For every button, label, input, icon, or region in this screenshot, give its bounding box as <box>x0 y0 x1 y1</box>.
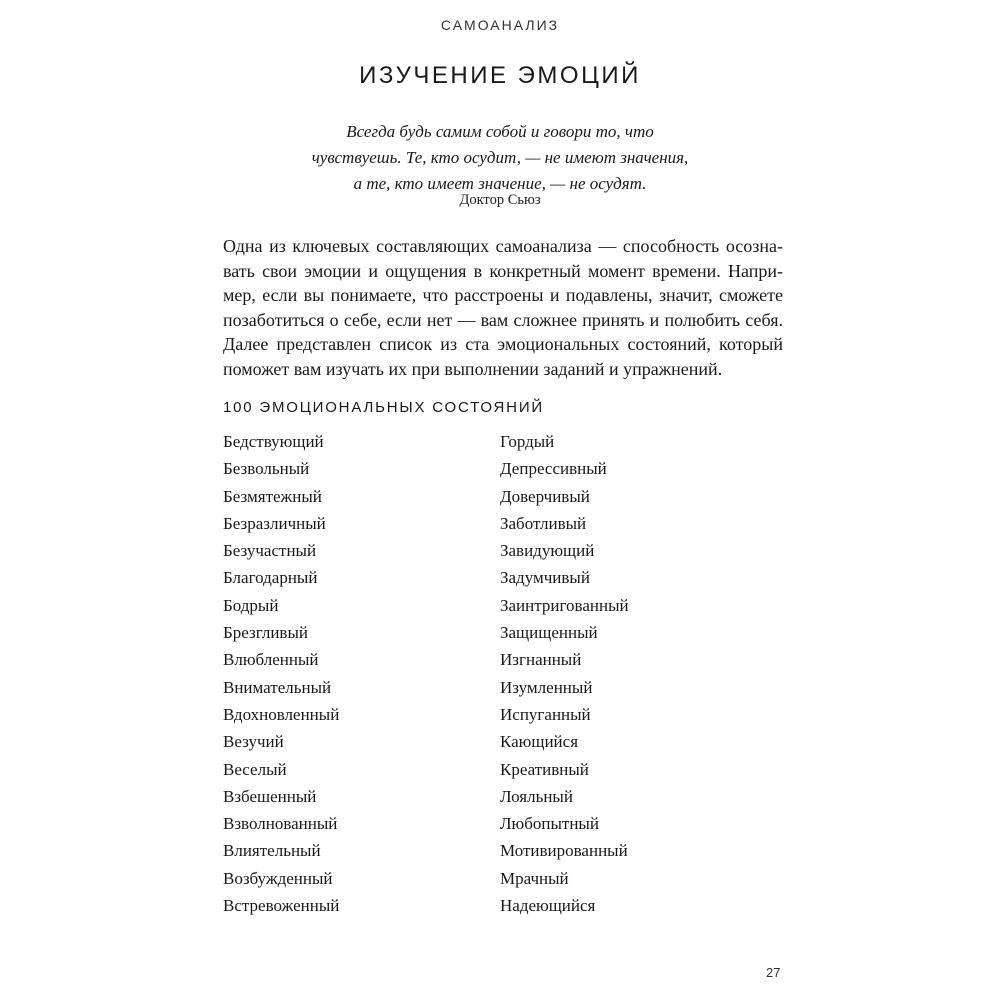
emotion-list-left <box>223 428 339 919</box>
emotion-item: Влиятельный <box>223 841 321 861</box>
epigraph-quote <box>0 119 1000 197</box>
running-head: САМОАНАЛИЗ <box>440 17 560 33</box>
emotion-item: Веселый <box>223 759 287 779</box>
epigraph-line: а те, кто имеет значение, — не осудят. <box>353 174 647 193</box>
emotion-item: Депрессивный <box>500 459 607 479</box>
emotion-item: Лояльный <box>500 786 573 806</box>
emotion-item: Везучий <box>223 732 284 752</box>
epigraph-line: Всегда будь самим собой и говори то, что <box>346 122 654 141</box>
emotion-item: Кающийся <box>500 732 579 752</box>
emotion-item: Безразличный <box>223 513 326 533</box>
emotion-item: Защищенный <box>500 623 598 643</box>
emotion-item: Завидующий <box>500 541 595 561</box>
emotion-item: Гордый <box>500 432 555 451</box>
emotion-item: Изумленный <box>500 677 593 697</box>
paragraph-line: вать свои эмоции и ощущения в конкретный момент времени. Напри- <box>223 260 783 281</box>
emotion-item: Креативный <box>500 759 589 779</box>
emotion-item: Любопытный <box>500 814 599 834</box>
section-heading: 100 ЭМОЦИОНАЛЬНЫХ СОСТОЯНИЙ <box>223 399 544 416</box>
emotion-item: Взбешенный <box>223 786 317 806</box>
emotion-item: Изгнанный <box>500 650 582 670</box>
emotion-item: Бодрый <box>223 595 279 615</box>
paragraph-line: Далее представлен список из ста эмоциональных состояний, который <box>223 334 783 354</box>
emotion-item: Вдохновленный <box>223 704 340 724</box>
emotion-item: Испуганный <box>500 704 591 724</box>
emotion-item: Возбужденный <box>223 868 333 888</box>
emotion-item: Благодарный <box>223 568 318 588</box>
paragraph-line: мер, если вы понимаете, что расстроены и подавлены, значит, сможете <box>223 285 783 305</box>
emotion-item: Безучастный <box>223 541 317 561</box>
epigraph-line: чувствуешь. Те, кто осудит, — не имеют значения, <box>311 148 689 167</box>
paragraph-line: позаботиться о себе, если нет — вам сложнее принять и полюбить себя. <box>223 309 783 330</box>
emotion-item: Заботливый <box>500 513 587 533</box>
page-title: ИЗУЧЕНИЕ ЭМОЦИЙ <box>359 62 641 89</box>
epigraph-author: Доктор Сьюз <box>459 192 541 208</box>
emotion-item: Внимательный <box>223 677 332 697</box>
emotion-item: Встревоженный <box>223 896 340 916</box>
page-number: 27 <box>766 965 781 980</box>
emotion-list-right <box>500 428 629 919</box>
emotion-item: Безмятежный <box>223 486 322 506</box>
emotion-item: Мрачный <box>500 868 569 888</box>
paragraph-line: Одна из ключевых составляющих самоанализа — способность осозна- <box>223 236 783 256</box>
emotion-item: Мотивированный <box>500 841 628 861</box>
emotion-item: Влюбленный <box>223 650 319 670</box>
emotion-item: Взволнованный <box>223 814 338 834</box>
emotion-item: Брезгливый <box>223 623 308 643</box>
emotion-item: Бедствующий <box>223 432 324 451</box>
emotion-item: Надеющийся <box>500 896 596 916</box>
paragraph-line: поможет вам изучать их при выполнении заданий и упражнений. <box>223 358 723 379</box>
emotion-item: Доверчивый <box>500 486 590 506</box>
emotion-item: Задумчивый <box>500 568 590 588</box>
emotion-item: Безвольный <box>223 459 310 479</box>
emotion-item: Заинтригованный <box>500 595 629 615</box>
body-paragraph <box>223 234 783 381</box>
